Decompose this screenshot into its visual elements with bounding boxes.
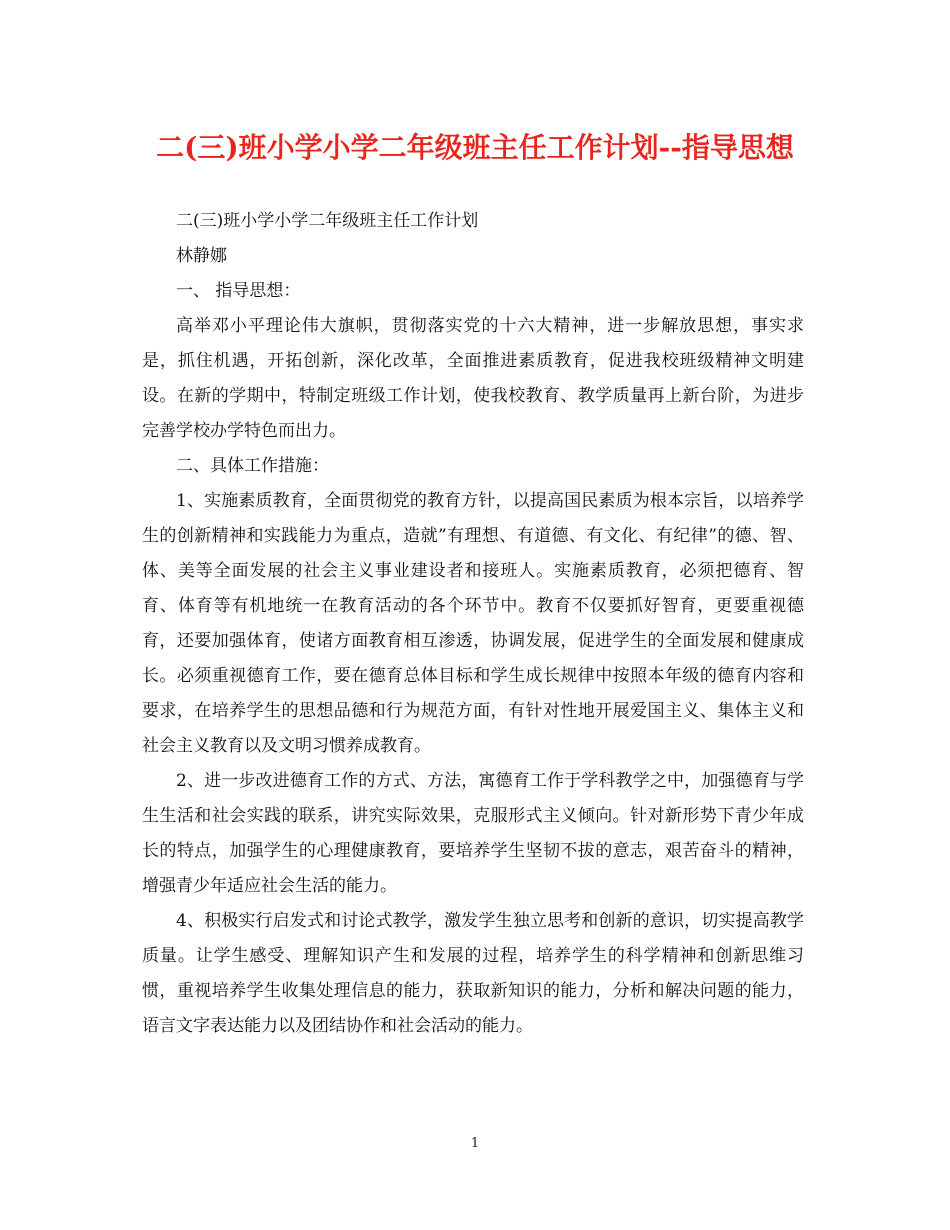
subtitle-paragraph: 二(三)班小学小学二年级班主任工作计划 — [176, 211, 479, 231]
measure-paragraph-4: 4、积极实行启发式和讨论式教学，激发学生独立思考和创新的意识，切实提高教学质量。让学生感受、理解知识产生和发展的过程，培养学生的科学精神和创新思维习惯，重视培养学生收集处理信息的能力，获取新知识的能力，分析和解决问题的能力，语言文字表达能力以及团结协作和社会活动的能力。 — [142, 911, 804, 1036]
author-paragraph: 林静娜 — [176, 246, 227, 266]
measure-paragraph-1: 1、实施素质教育，全面贯彻党的教育方针，以提高国民素质为根本宗旨，以培养学生的创新精神和实践能力为重点，造就”有理想、有道德、有文化、有纪律”的德、智、体、美等全面发展的社会主义事业建设者和接班人。实施素质教育，必须把德育、智育、体育等有机地统一在教育活动的各个环节中。教育不仅要抓好智育，更要重视德育，还要加强体育，使诸方面教育相互渗透，协调发展，促进学生的全面发展和健康成长。必须重视德育工作，要在德育总体目标和学生成长规律中按照本年级的德育内容和要求，在培养学生的思想品德和行为规范方面，有针对性地开展爱国主义、集体主义和社会主义教育以及文明习惯养成教育。 — [142, 491, 804, 756]
measure-paragraph-2: 2、进一步改进德育工作的方式、方法，寓德育工作于学科教学之中，加强德育与学生生活和社会实践的联系，讲究实际效果，克服形式主义倾向。针对新形势下青少年成长的特点，加强学生的心理健康教育，要培养学生坚韧不拔的意志，艰苦奋斗的精神，增强青少年适应社会生活的能力。 — [142, 771, 804, 896]
document-title: 二(三)班小学小学二年级班主任工作计划--指导思想 — [156, 131, 794, 164]
section-heading-guiding-thought: 一、 指导思想： — [176, 281, 301, 301]
guiding-thought-paragraph: 高举邓小平理论伟大旗帜，贯彻落实党的十六大精神，进一步解放思想，事实求是，抓住机遇，开拓创新，深化改革，全面推进素质教育，促进我校班级精神文明建设。在新的学期中，特制定班级工作计划，使我校教育、教学质量再上新台阶，为进步完善学校办学特色而出力。 — [142, 316, 804, 441]
page-number: 1 — [470, 1136, 480, 1151]
section-heading-work-measures: 二、具体工作措施： — [176, 456, 329, 476]
document-body — [142, 204, 804, 1044]
